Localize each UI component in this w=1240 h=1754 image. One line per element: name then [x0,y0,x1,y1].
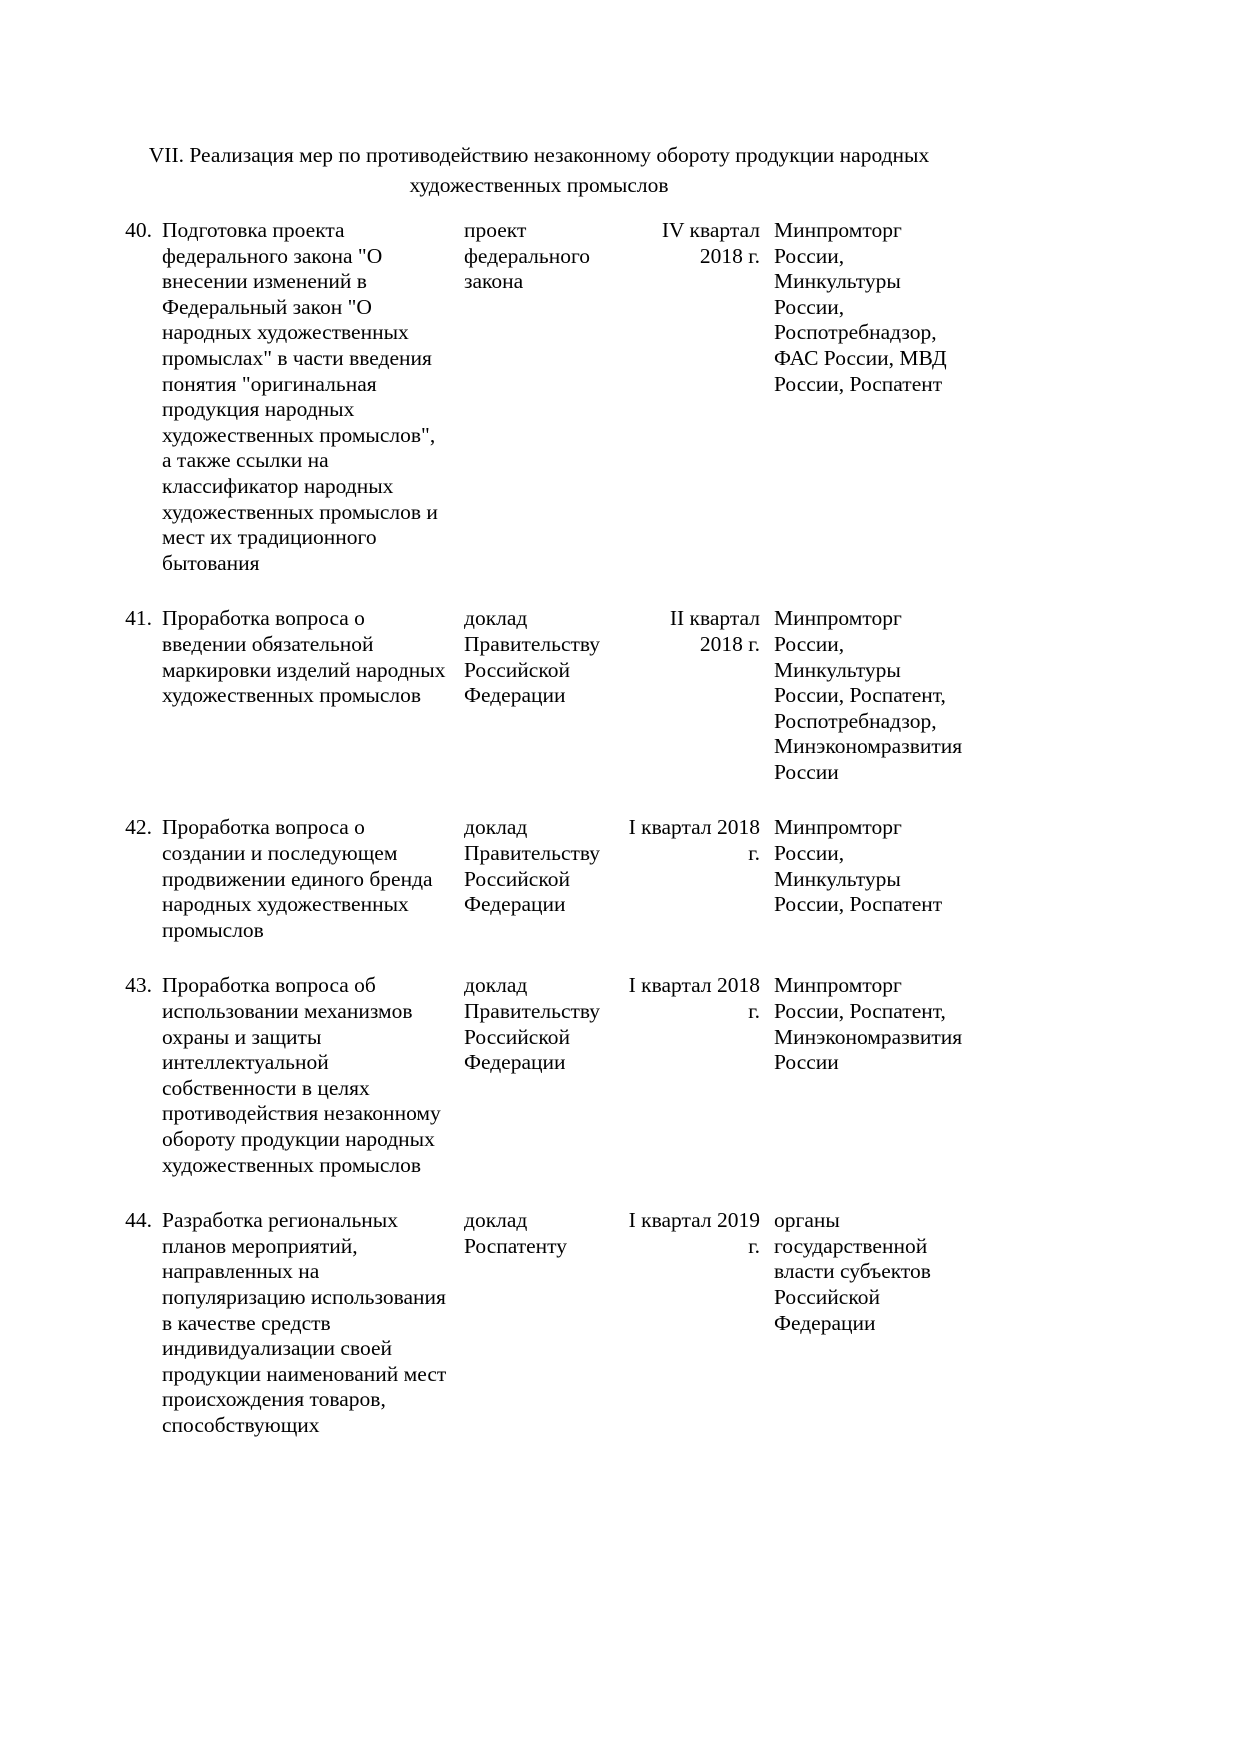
row-spacer-cell [464,576,628,606]
table-row [104,815,974,943]
row-number: 44. [125,1208,152,1233]
row-spacer-cell [628,785,774,815]
row-document-type: проект федерального закона [464,218,590,294]
row-measure: Проработка вопроса о введении обязательной маркировки изделий народных художественных промыслов [162,606,446,708]
row-spacer-cell [774,576,974,606]
row-document-type: доклад Правительству Российской Федерации [464,606,601,708]
table-row [104,606,974,785]
measures-table [104,218,974,1439]
row-spacer-cell [464,785,628,815]
row-spacer-cell [774,785,974,815]
row-term: I квартал 2019 г. [628,1208,760,1258]
row-term: IV квартал 2018 г. [661,218,760,268]
row-spacer-cell [464,1178,628,1208]
row-spacer [104,785,974,815]
row-executors: Минпромторг России, Минкультуры России, Роспатент, Роспотребнадзор, Минэкономразвития России [774,606,963,784]
page-content [104,140,974,1439]
row-document-type: доклад Роспатенту [464,1208,568,1258]
row-executors: Минпромторг России, Минкультуры России, Роспатент [774,815,943,917]
row-spacer-cell [162,576,464,606]
row-term: I квартал 2018 г. [628,815,760,866]
row-spacer-cell [104,576,162,606]
row-executors: Минпромторг России, Роспатент, Минэкономразвития России [774,973,963,1075]
row-spacer-cell [104,1178,162,1208]
measures-table-body [104,218,974,1439]
row-spacer-cell [162,1178,464,1208]
row-number: 40. [125,218,152,242]
row-measure: Разработка региональных планов мероприятий, направленных на популяризацию использования в качестве средств индивидуализации своей продукции наименований мест происхождения товаров, способствующих [162,1208,447,1437]
row-spacer-cell [104,943,162,973]
row-spacer-cell [464,943,628,973]
row-spacer-cell [774,943,974,973]
section-heading: VII. Реализация мер по противодействию незаконному обороту продукции народных художественных промыслов [148,143,930,197]
row-spacer-cell [162,785,464,815]
row-spacer-cell [628,943,774,973]
row-spacer-cell [162,943,464,973]
table-row [104,973,974,1178]
row-spacer-cell [104,785,162,815]
row-term: I квартал 2018 г. [628,973,760,1024]
row-number: 42. [125,815,152,840]
row-spacer [104,943,974,973]
row-measure: Подготовка проекта федерального закона "О внесении изменений в Федеральный закон "О народных художественных промыслах" в части введения понятия "оригинальная продукция народных художественных промыслов", а также ссылки на классификатор народных художественных промыслов и мест их традиционного бытования [162,218,438,575]
row-spacer-cell [774,1178,974,1208]
row-spacer [104,576,974,606]
row-term: II квартал 2018 г. [669,606,760,656]
row-document-type: доклад Правительству Российской Федерации [464,815,601,917]
row-document-type: доклад Правительству Российской Федерации [464,973,601,1075]
row-executors: Минпромторг России, Минкультуры России, Роспотребнадзор, ФАС России, МВД России, Роспатент [774,218,947,396]
row-executors: органы государственной власти субъектов Российской Федерации [774,1208,931,1335]
row-spacer-cell [628,1178,774,1208]
row-spacer [104,1178,974,1208]
row-number: 41. [125,606,152,631]
row-number: 43. [125,973,152,998]
table-row [104,1208,974,1438]
table-row [104,218,974,576]
row-measure: Проработка вопроса об использовании механизмов охраны и защиты интеллектуальной собственности в целях противодействия незаконному обороту продукции народных художественных промыслов [162,973,441,1177]
row-measure: Проработка вопроса о создании и последующем продвижении единого бренда народных художественных промыслов [162,815,433,942]
row-spacer-cell [628,576,774,606]
